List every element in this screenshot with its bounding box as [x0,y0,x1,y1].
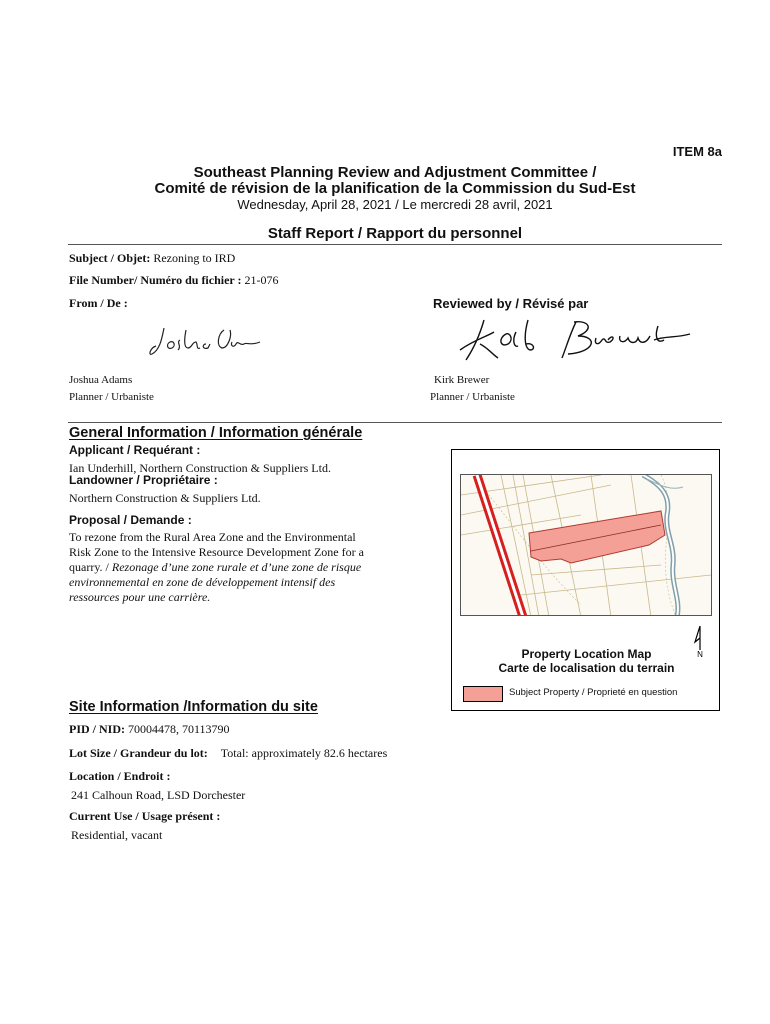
reviewed-label: Reviewed by / Révisé par [433,296,589,311]
signature-kirk-brewer [454,314,694,370]
landowner-label: Landowner / Propriétaire : [69,473,218,487]
map-title-en: Property Location Map [521,647,652,661]
svg-text:N: N [697,650,703,658]
report-title: Staff Report / Rapport du personnel [267,225,523,242]
general-information-heading: General Information / Information générale [69,425,363,441]
subject-row [69,251,235,266]
section-divider [68,422,722,423]
applicant-value: Ian Underhill, Northern Construction & Suppliers Ltd. [69,461,331,475]
proposal-label: Proposal / Demande : [69,513,192,527]
current-use-label: Current Use / Usage présent : [69,809,221,823]
current-use-value: Residential, vacant [71,828,163,842]
from-title: Planner / Urbaniste [69,391,154,403]
north-arrow-icon [692,624,708,658]
header-divider [68,244,722,245]
map-title-fr: Carte de localisation du terrain [498,661,675,675]
pid-row [69,722,230,737]
legend-swatch-subject-property [463,686,503,702]
committee-title-en: Southeast Planning Review and Adjustment Committee / [193,164,597,181]
from-label: From / De : [69,296,128,310]
pid-label: PID / NID: [69,722,125,736]
proposal-en-end: quarry. / [69,560,109,574]
reviewer-name: Kirk Brewer [434,374,490,386]
file-number-row [69,273,279,288]
meeting-date: Wednesday, April 28, 2021 / Le mercredi 28 avril, 2021 [237,197,553,212]
site-information-heading: Site Information /Information du site [69,699,318,715]
proposal-fr-line-3: ressources pour une carrière. [69,590,211,604]
proposal-line-3 [69,560,361,575]
pid-value: 70004478, 70113790 [128,722,230,736]
location-label: Location / Endroit : [69,769,171,783]
map-drawing [461,475,712,616]
subject-value: Rezoning to IRD [153,251,236,265]
committee-title-fr: Comité de révision de la planification de la Commission du Sud-Est [154,180,636,197]
lot-size-label: Lot Size / Grandeur du lot: [69,746,208,760]
lot-size-value: Total: approximately 82.6 hectares [220,746,388,760]
file-number-label: File Number/ Numéro du fichier : [69,273,242,287]
file-number-value: 21-076 [244,273,279,287]
applicant-label: Applicant / Requérant : [69,443,201,457]
proposal-fr-line-2: environnemental en zone de développement intensif des [69,575,336,589]
map-figure [460,474,712,616]
proposal-fr-start: Rezonage d’une zone rurale et d’une zone de risque [111,560,362,574]
location-value: 241 Calhoun Road, LSD Dorchester [71,788,246,802]
subject-label: Subject / Objet: [69,251,151,265]
legend-label: Subject Property / Proprieté en question [509,687,678,698]
proposal-line-2: Risk Zone to the Intensive Resource Development Zone for a [69,545,364,559]
proposal-line-1: To rezone from the Rural Area Zone and the Environmental [69,530,356,544]
signature-joshua-adams [146,320,266,362]
lot-size-row [69,746,387,761]
reviewer-title: Planner / Urbaniste [430,391,515,403]
from-name: Joshua Adams [69,374,133,386]
landowner-value: Northern Construction & Suppliers Ltd. [69,491,261,505]
item-number: ITEM 8a [672,144,722,159]
property-location-map [451,449,720,711]
